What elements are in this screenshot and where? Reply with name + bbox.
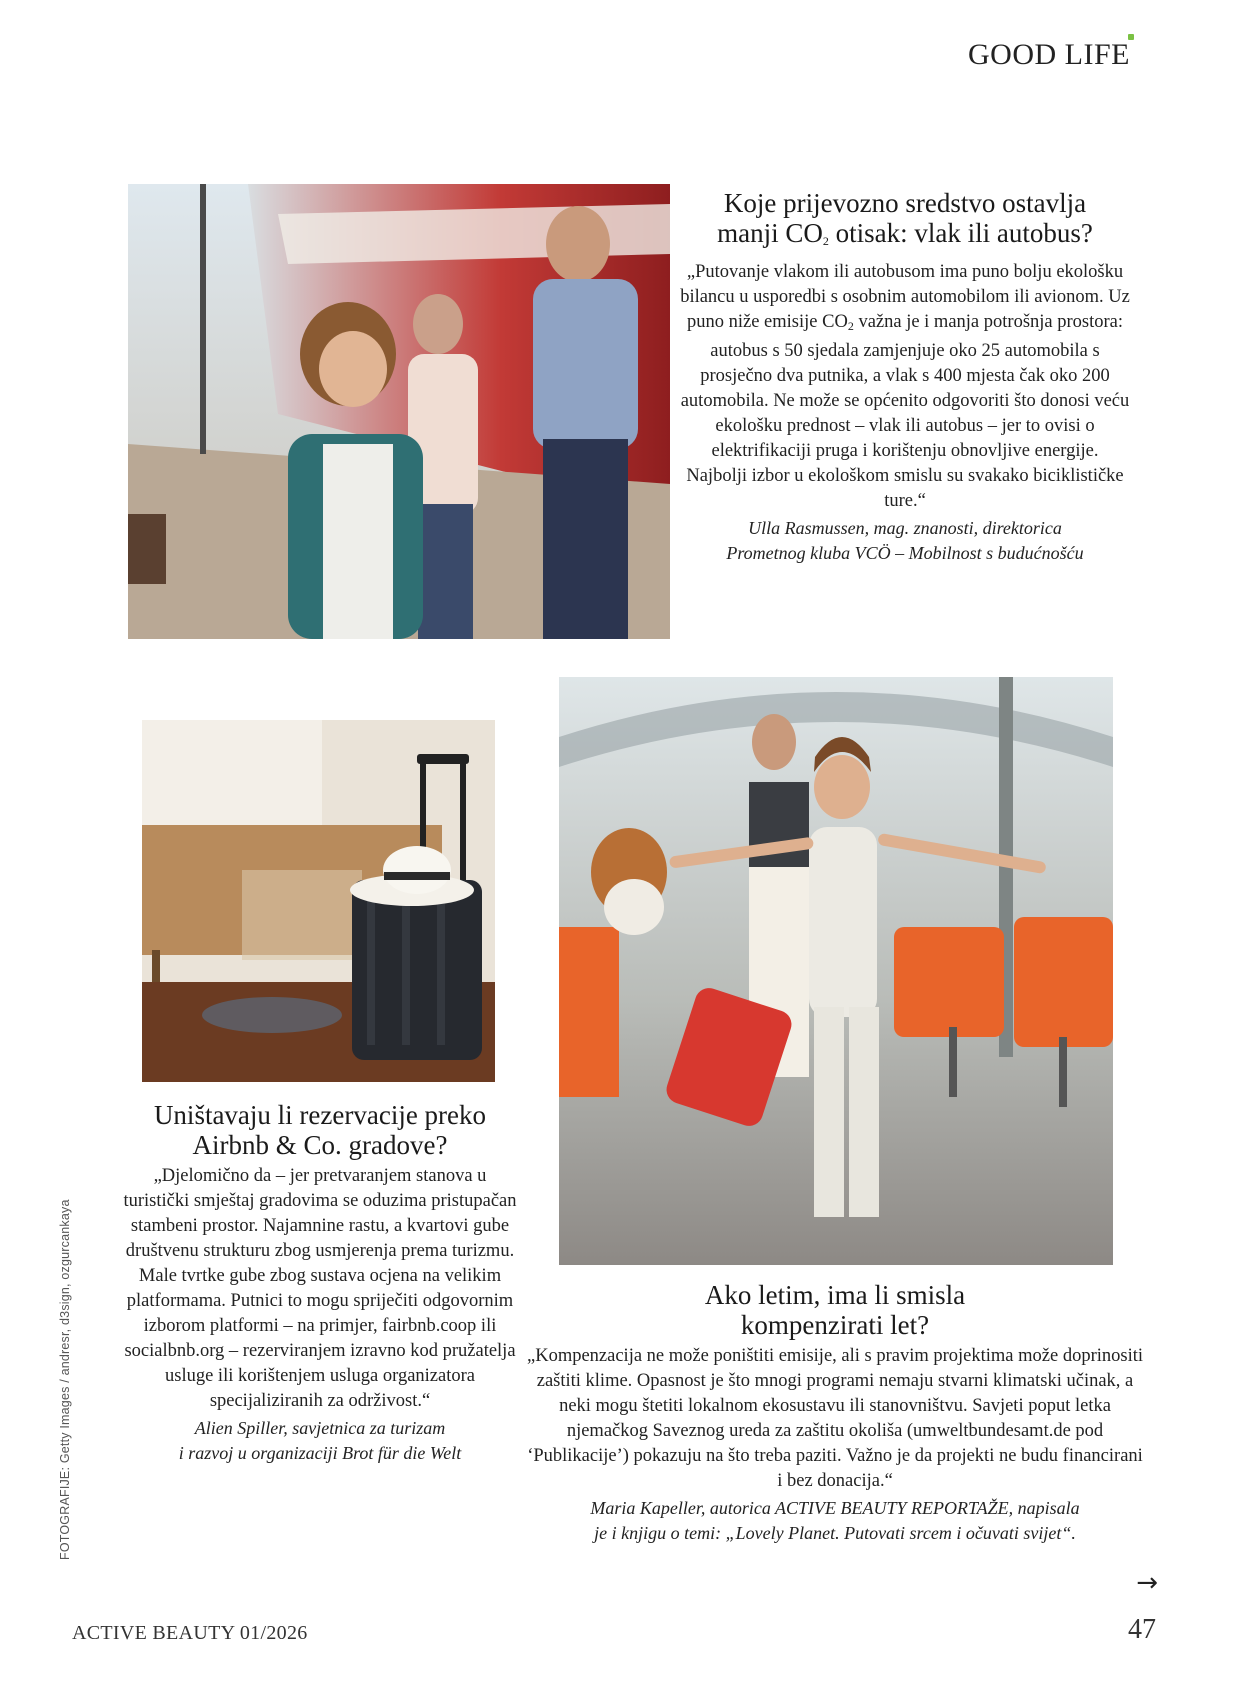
article-flight-compensation-body: „Kompenzacija ne može poništiti emisije, ali s pravim projektima može doprinositi zaštiti klime. Opasnost je što mnogi programi nemaju stvarni klimatski učinak, a neki mogu štetiti lokalnom ekosustavu ili stanovništvu. Savjeti poput letka njemačkog Saveznog ureda za zaštitu okoliša (umweltbundesamt.de pod ‘Publikacije’) pokazuju na što treba paziti. Važno je da projekti ne budu financirani i bez donacija.“ — [527, 1346, 1143, 1491]
photo-suitcase-room — [142, 720, 495, 1082]
article-train-vs-bus-author: Ulla Rasmussen, mag. znanosti, direktorica Prometnog kluba VCÖ – Mobilnost s budućnošću — [726, 518, 1084, 563]
photo-credit: FOTOGRAFIJE: Getty Images / andresr, d3sign, ozgurcankaya — [58, 1199, 72, 1560]
article-airbnb — [120, 1100, 520, 1466]
page-number: 47 — [1128, 1614, 1156, 1645]
article-train-vs-bus — [680, 188, 1130, 566]
article-train-vs-bus-title: Koje prijevozno sredstvo ostavlja manji $CO_2$ otisak: vlak ili autobus? — [717, 188, 1093, 248]
photo-train-family — [128, 184, 670, 639]
article-flight-compensation — [525, 1280, 1145, 1546]
article-flight-compensation-title: Ako letim, ima li smisla kompenzirati let? — [704, 1280, 966, 1340]
magazine-issue: ACTIVE BEAUTY 01/2026 — [72, 1622, 308, 1644]
next-page-arrow-icon[interactable]: → — [1136, 1568, 1158, 1598]
article-train-vs-bus-body: „Putovanje vlakom ili autobusom ima puno bolju ekološku bilancu u usporedbi s osobnim automobilom ili avionom. Uz puno niže emisije $CO_2$ važna je i manja potrošnja prostora: autobus s 50 sjedala zamjenjuje oko 25 automobila s prosječno dva putnika, a vlak s 400 mjesta čak oko 200 automobila. Ne može se općenito odgovoriti što donosi veću ekološku prednost – vlak ili autobus – jer to ovisi o elektrifikaciji pruga i korištenju obnovljive energije. Najbolji izbor u ekološkom smislu su svakako biciklističke ture.“ — [680, 262, 1130, 511]
section-title: GOOD LIFE — [968, 38, 1130, 71]
article-flight-compensation-author: Maria Kapeller, autorica ACTIVE BEAUTY REPORTAŽE, napisala je i knjigu o temi: „Lovely Planet. Putovati srcem i očuvati svijet“. — [590, 1498, 1080, 1543]
article-airbnb-author: Alien Spiller, savjetnica za turizam i razvoj u organizaciji Brot für die Welt — [178, 1418, 462, 1463]
article-airbnb-title: Uništavaju li rezervacije preko Airbnb & Co. gradove? — [153, 1100, 487, 1160]
photo-airport-girl — [559, 677, 1113, 1265]
article-airbnb-body: „Djelomično da – jer pretvaranjem stanova u turistički smještaj gradovima se oduzima pristupačan stambeni prostor. Najamnine rastu, a kvartovi gube društvenu strukturu zbog usmjerenja prema turizmu. Male tvrtke gube zbog sustava ocjena na velikim platformama. Putnici to mogu spriječiti odgovornim izborom platformi – na primjer, fairbnb.coop ili socialbnb.org – rezerviranjem izravno kod pružatelja usluge ili korištenjem usluga organizatora specijaliziranih za održivost.“ — [123, 1166, 517, 1411]
